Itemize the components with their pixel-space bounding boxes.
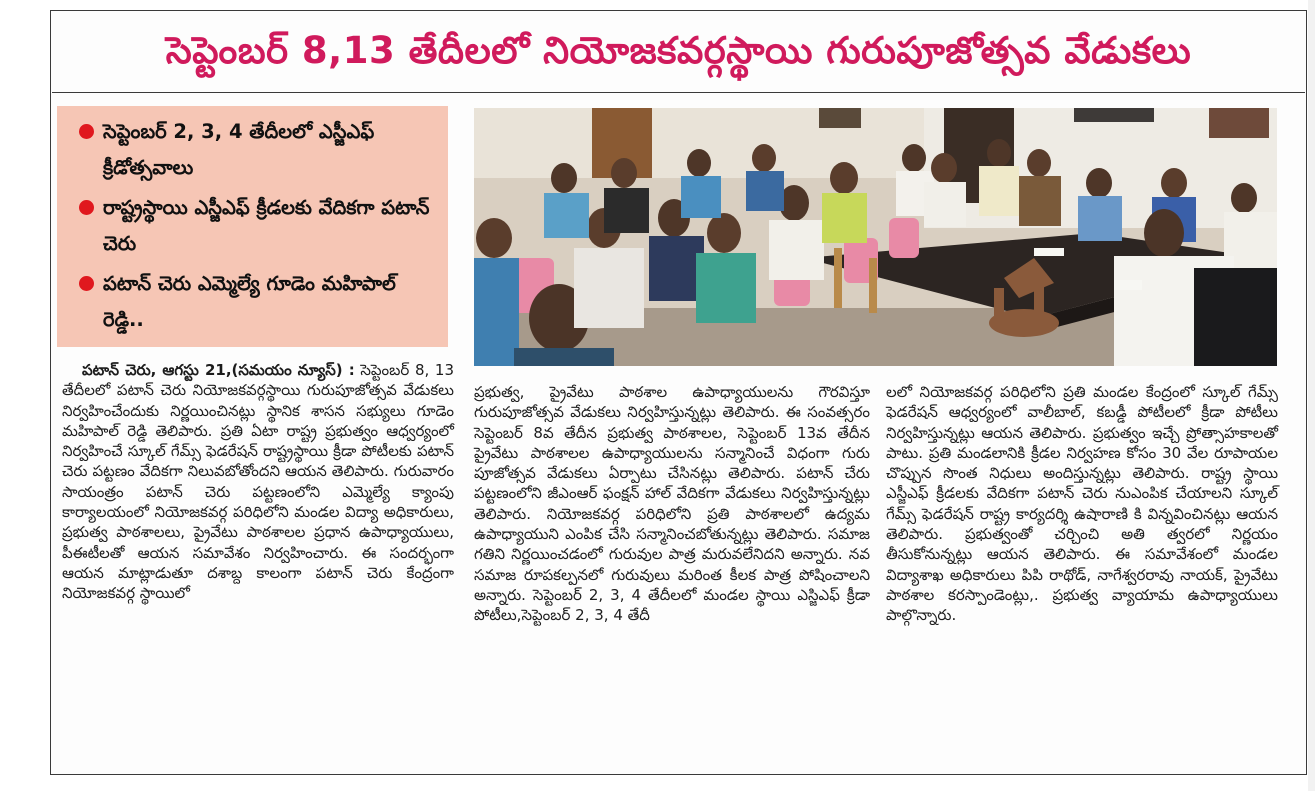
- meeting-photo: [474, 108, 1277, 366]
- highlight-item: [79, 190, 442, 262]
- column-1-text: సెప్టెంబర్ 8, 13 తేదీలలో పటాన్ చెరు నియోజకవర్గస్థాయి గురుపూజోత్సవ వేడుకలు నిర్వహించేందుకు నిర్ణయించినట్లు స్థానిక శాసన సభ్యులు గూడెం మహిపాల్ రెడ్డి తెలిపారు. ప్రతి ఏటా రాష్ట్ర ప్రభుత్వం ఆధ్వర్యంలో నిర్వహించే స్కూల్ గేమ్స్ ఫెడరేషన్ రాష్ట్రస్థాయి క్రీడా పోటీలకు పటాన్ చెరు పట్టణం వేదికగా నిలువబోతోందని ఆయన తెలిపారు. గురువారం సాయంత్రం పటాన్ చెరు పట్టణంలోని ఎమ్మెల్యే క్యాంపు కార్యాలయంలో నియోజకవర్గ పరిధిలోని మండల విద్యా అధికారులు, ప్రభుత్వ పాఠశాలలు, ప్రైవేటు పాఠశాలల ప్రధాన ఉపాధ్యాయులు, పీఈటీలతో ఆయన సమావేశం నిర్వహించారు. ఈ సందర్భంగా ఆయన మాట్లాడుతూ దశాబ్ద కాలంగా పటాన్ చెరు కేంద్రంగా నియోజకవర్గ స్థాయిలో: [62, 361, 454, 603]
- highlight-text: రాష్ట్రస్థాయి ఎస్జీఎఫ్ క్రీడలకు వేదికగా పటాన్ చెరు: [103, 196, 430, 255]
- article-column-2: [474, 382, 870, 626]
- dateline: పటాన్ చెరు, ఆగస్టు 21,(సమయం న్యూస్) :: [82, 361, 355, 379]
- column-2-text: ప్రభుత్వ, ప్రైవేటు పాఠశాల ఉపాధ్యాయులను గౌరవిస్తూ గురుపూజోత్సవ వేడుకలు నిర్వహిస్తున్నట్లు తెలిపారు. ఈ సంవత్సరం సెప్టెంబర్ 8వ తేదీన ప్రభుత్వ పాఠశాలల, సెప్టెంబర్ 13వ తేదీన ప్రైవేటు పాఠశాలల ఉపాధ్యాయులను సన్మానించే విధంగా గురు పూజోత్సవ వేడుకలు ఏర్పాటు చేసినట్లు తెలిపారు. పటాన్ చేరు పట్టణంలోని జీఎంఆర్ ఫంక్షన్ హాల్ వేదికగా వేడుకలు నిర్వహిస్తున్నట్లు తెలిపారు. నియోజకవర్గ పరిధిలోని ప్రతి పాఠశాలలో ఉద్యమ ఉపాధ్యాయుని ఎంపిక చేసి సన్మానించబోతున్నట్లు తెలిపారు. సమాజ గతిని నిర్ణయించడంలో గురువుల పాత్ర మరువలేనిదని అన్నారు. నవ సమాజ రూపకల్పనలో గురువులు మరింత కీలక పాత్ర పోషించాలని అన్నారు. సెప్టెంబర్ 2, 3, 4 తేదీలలో మండల స్థాయి ఎస్జిఎఫ్ క్రీడా పోటీలు,సెప్టెంబర్ 2, 3, 4 తేదీ: [474, 383, 870, 625]
- article-column-1: [62, 360, 454, 604]
- headline-divider: [52, 92, 1305, 93]
- article-column-3: [886, 382, 1278, 626]
- highlight-item: [79, 114, 442, 186]
- column-3-text: లలో నియోజకవర్గ పరిధిలోని ప్రతి మండల కేంద్రంలో స్కూల్ గేమ్స్ ఫెడరేషన్ ఆధ్వర్యంలో వాలీబాల్, కబడ్డీ పోటీలలో క్రీడా పోటీలు నిర్వహిస్తున్నట్లు ఆయన తెలిపారు. ప్రభుత్వం ఇచ్చే ప్రోత్సాహకాలతో పాటు. ప్రతి మండలానికి క్రీడల నిర్వహణ కోసం 30 వేల రూపాయల చొప్పున సొంత నిధులు అందిస్తున్నట్లు తెలిపారు. రాష్ట్ర స్థాయి ఎస్జీఎఫ్ క్రీడలకు వేదికగా పటాన్ చెరు నుఎంపిక చేయాలని స్కూల్ గేమ్స్ ఫెడరేషన్ రాష్ట్ర కార్యదర్శి ఉషారాణి కి విన్నవించినట్లు ఆయన తెలిపారు. ప్రభుత్వంతో చర్చించి అతి త్వరలో నిర్ణయం తీసుకోనున్నట్లు ఆయన తెలిపారు. ఈ సమావేశంలో మండల విద్యాశాఖ అధికారులు పిపి రాథోడ్, నాగేశ్వరరావు నాయక్, ప్రైవేటు పాఠశాల కరస్పాండెంట్లు,. ప్రభుత్వ వ్యాయామ ఉపాధ్యాయులు పాల్గొన్నారు.: [886, 383, 1278, 625]
- bullet-icon: [79, 124, 94, 139]
- highlight-item: [79, 266, 442, 338]
- page-edge: [1308, 0, 1315, 791]
- headline: సెప్టెంబర్ 8,13 తేదీలలో నియోజకవర్గస్థాయి గురుపూజోత్సవ వేడుకలు: [165, 29, 1192, 72]
- highlight-text: సెప్టెంబర్ 2, 3, 4 తేదీలలో ఎస్జీఎఫ్ క్రీడోత్సవాలు: [103, 120, 375, 179]
- bullet-icon: [79, 200, 94, 215]
- bullet-icon: [79, 276, 94, 291]
- highlights-box: [57, 106, 448, 347]
- highlight-text: పటాన్ చెరు ఎమ్మెల్యే గూడెం మహిపాల్ రెడ్డి..: [103, 272, 396, 331]
